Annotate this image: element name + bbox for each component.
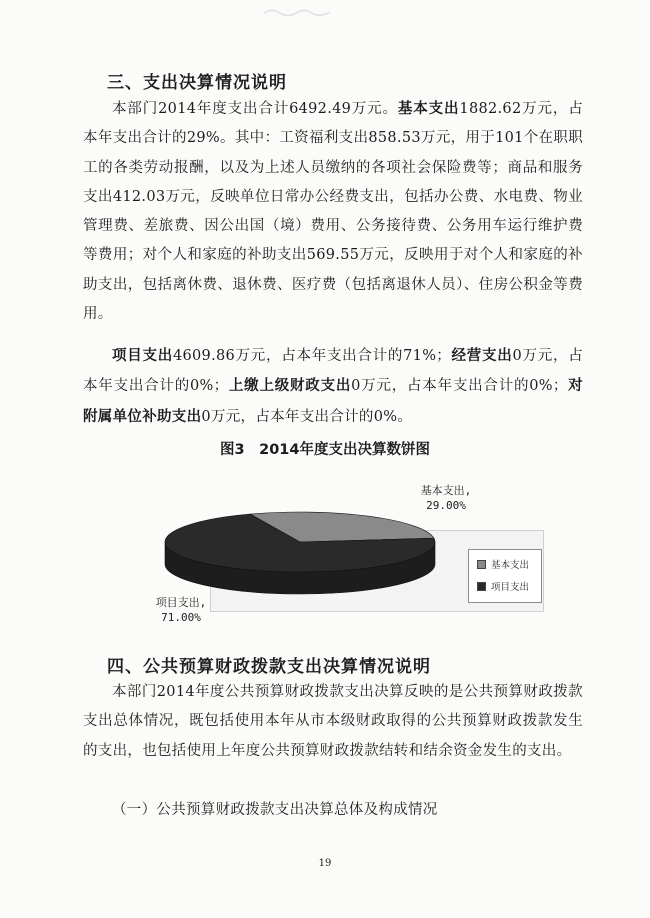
pie-label-project-name: 项目支出, xyxy=(155,596,207,609)
p2-seg-4: 上缴上级财政支出 xyxy=(228,377,352,395)
section4-subheading-1: （一）公共预算财政拨款支出决算总体及构成情况 xyxy=(112,802,438,818)
legend-label-project: 项目支出 xyxy=(491,582,530,593)
legend-label-basic: 基本支出 xyxy=(491,560,530,571)
legend-item-basic xyxy=(477,557,529,571)
p2-seg-7: 0万元，占本年支出合计的0%。 xyxy=(201,408,413,425)
page-number: 19 xyxy=(318,858,332,869)
legend-swatch-basic xyxy=(477,560,486,569)
figure-title: 图3 2014年度支出决算数饼图 xyxy=(220,442,430,458)
pie-label-basic-pct: 29.00% xyxy=(426,499,466,512)
section3-heading: 三、支出决算情况说明 xyxy=(107,73,287,93)
legend-swatch-project xyxy=(477,582,486,591)
p2-seg-1: 4609.86万元，占本年支出合计的71%； xyxy=(172,348,452,364)
section3-paragraph-2 xyxy=(83,341,583,432)
section4-paragraph: 本部门2014年度公共预算财政拨款支出决算反映的是公共预算财政拨款支出总体情况，既包括使用本年从市本级财政取得的公共预算财政拨款发生的支出，也包括使用上年度公共预算财政拨款结转和结余资金发生的支出。 xyxy=(83,684,583,759)
pie-label-basic xyxy=(396,483,496,513)
faint-stamp-mark xyxy=(262,6,332,18)
p2-seg-3: 0万元，占本年支出合计的0%； xyxy=(83,348,584,395)
p2-seg-0: 项目支出 xyxy=(112,347,173,364)
p2-seg-6: 对附属单位补助支出 xyxy=(83,377,583,425)
p1-seg-1: 基本支出 xyxy=(397,100,460,117)
section4-heading: 四、公共预算财政拨款支出决算情况说明 xyxy=(107,657,431,677)
legend-item-project xyxy=(477,579,529,593)
chart-legend xyxy=(468,549,542,603)
p2-seg-2: 经营支出 xyxy=(451,347,513,364)
section3-paragraph-1 xyxy=(83,94,583,329)
pie-label-project-pct: 71.00% xyxy=(161,611,201,624)
p1-seg-0: 本部门2014年度支出合计6492.49万元。 xyxy=(112,101,398,117)
pie-label-basic-name: 基本支出, xyxy=(420,484,472,497)
p1-seg-2: 1882.62万元，占本年支出合计的29%。其中：工资福利支出858.53万元，用于101个在职职工的各类劳动报酬，以及为上述人员缴纳的各项社会保险费等；商品和服务支出412.03万元，反映单位日常办公经费支出，包括办公费、水电费、物业管理费、差旅费、因公出国（境）费用、公务接待费、公务用车运行维护费等费用；对个人和家庭的补助支出569.55万元，反映用于对个人和家庭的补助支出，包括离休费、退休费、医疗费（包括离退休人员）、住房公积金等费用。 xyxy=(83,101,584,323)
pie-label-project xyxy=(148,595,214,625)
p2-seg-5: 0万元，占本年支出合计的0%； xyxy=(351,378,568,395)
